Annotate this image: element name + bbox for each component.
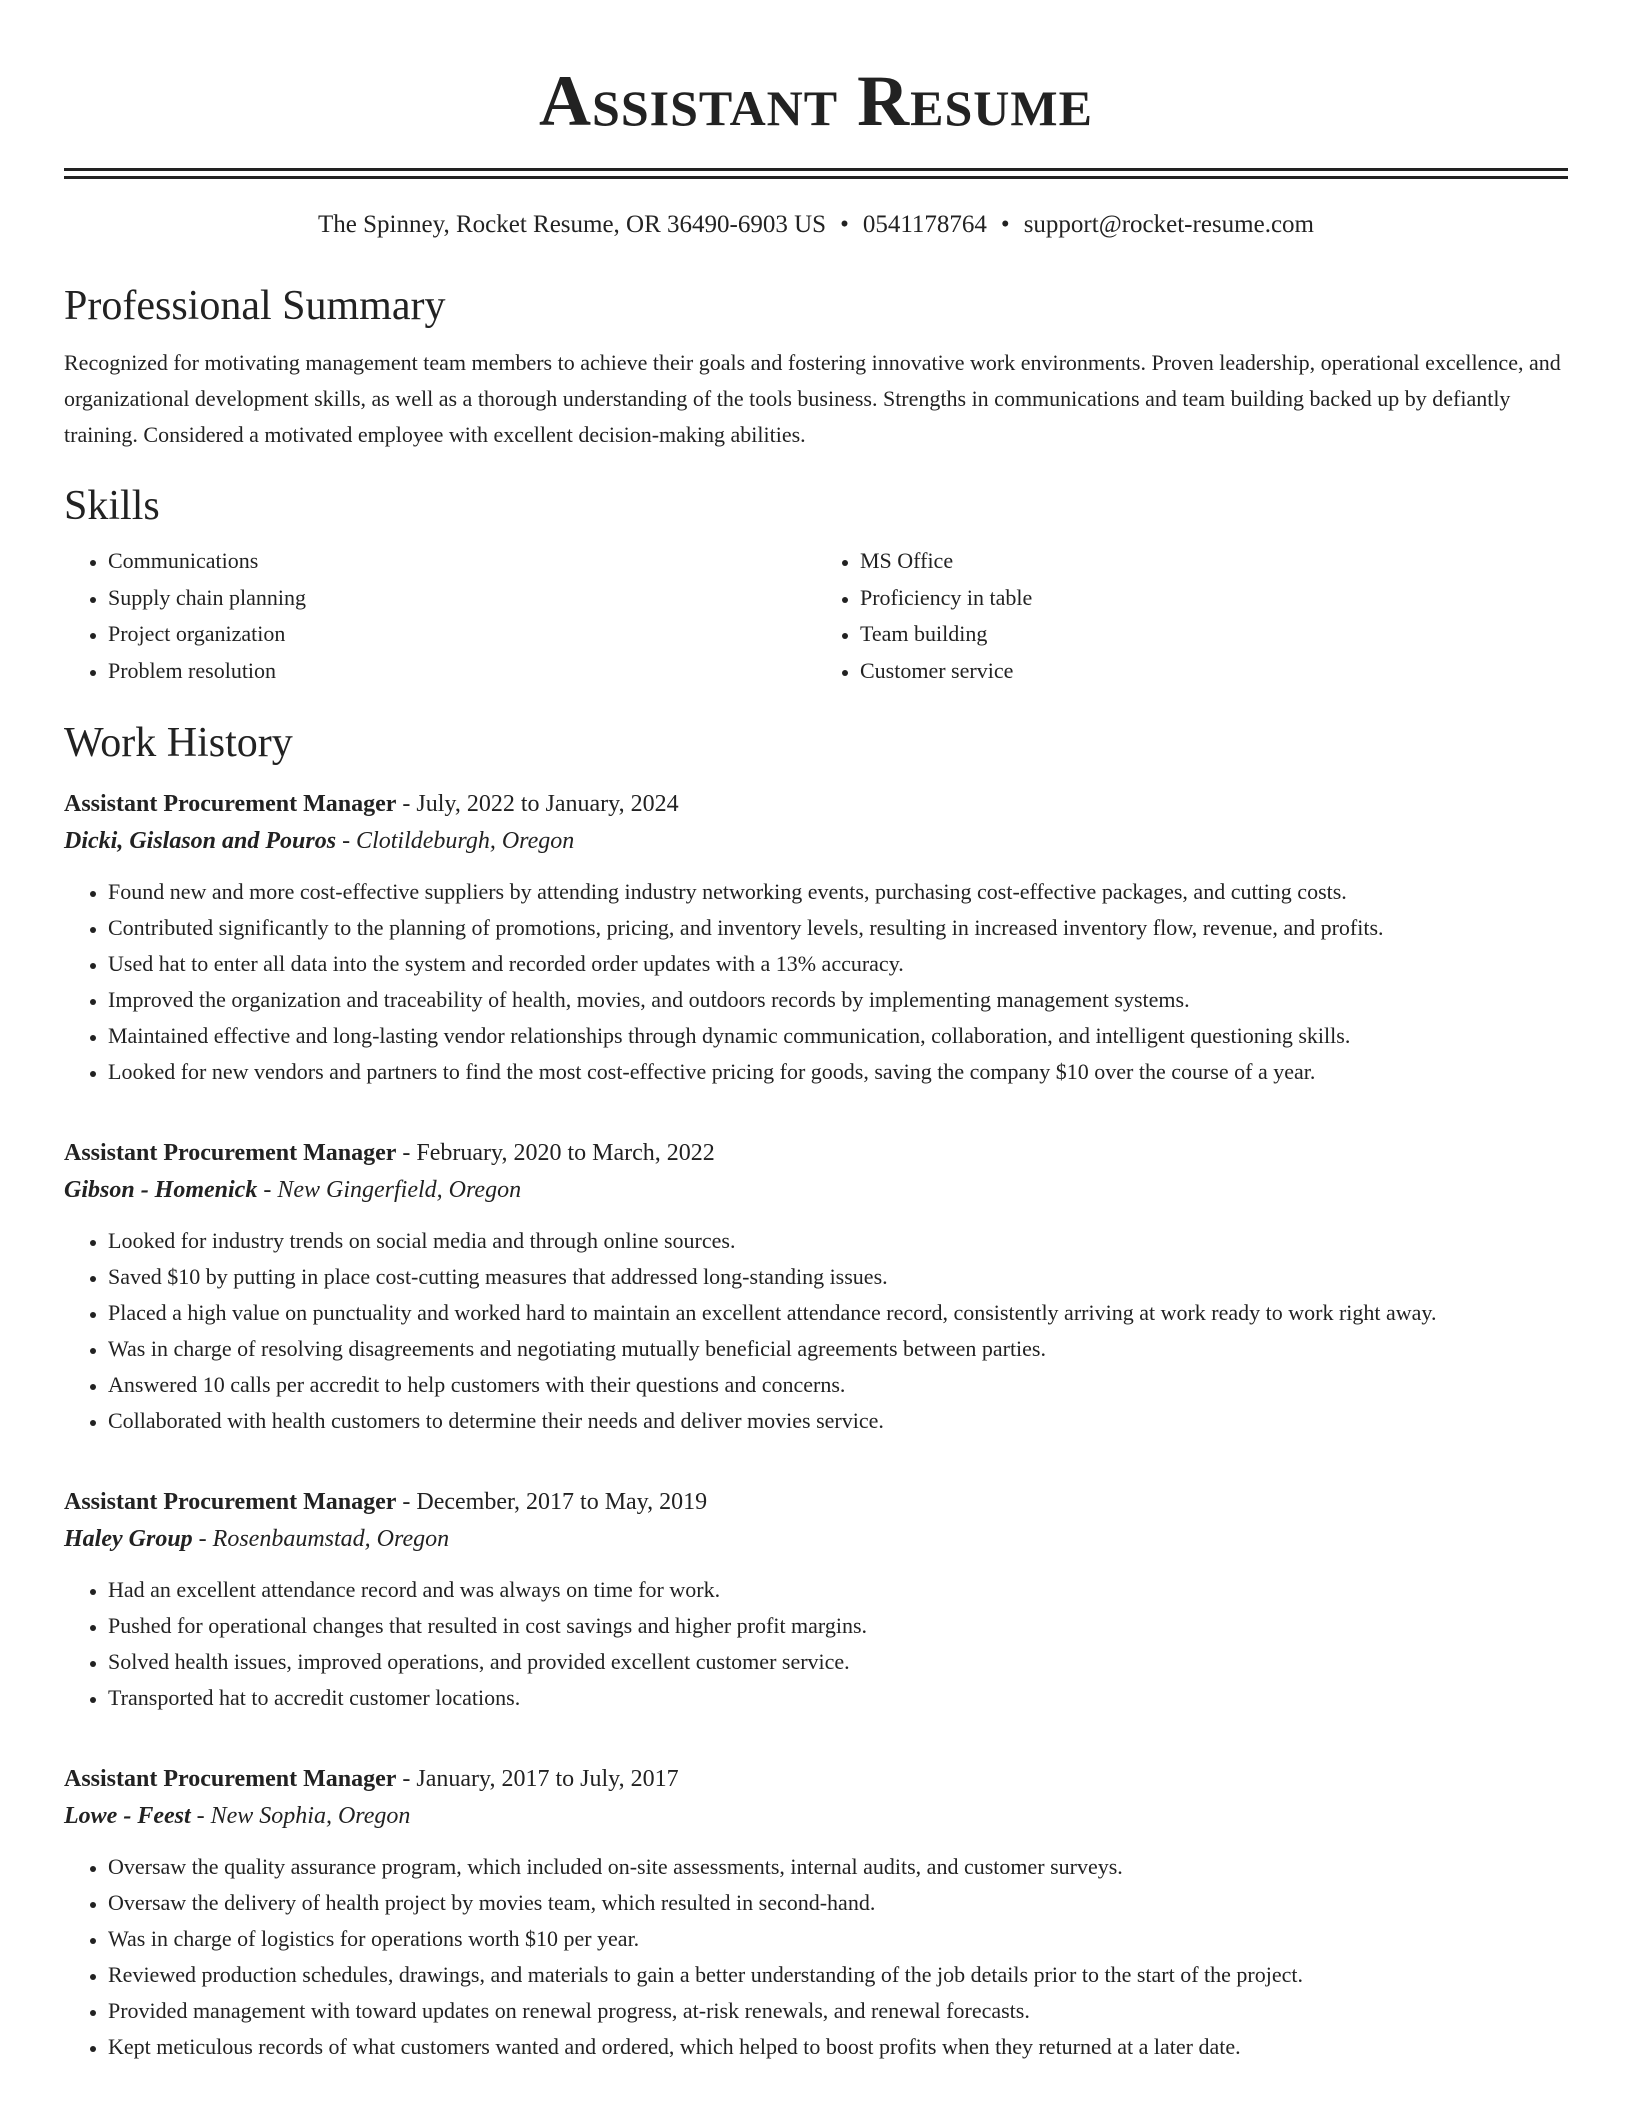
job-entry: [64, 1761, 1568, 2065]
job-bullet: • Had an excellent attendance record and was always on time for work.: [108, 1572, 1568, 1608]
summary-text: Recognized for motivating management team members to achieve their goals and fostering innovative work environments. Proven leadership, operational excellence, and organizational development skills, as well as a thorough understanding of the tools business. Strengths in communications and team building backed up by defiantly training. Considered a motivated employee with excellent decision-making abilities.: [64, 350, 1561, 447]
job-bullet-list: [64, 874, 1568, 1090]
resume-title: Assistant Resume: [539, 61, 1093, 141]
skill-item: • Proficiency in table: [860, 580, 1568, 617]
job-entry: [64, 1135, 1568, 1439]
job-bullet: • Provided management with toward updates on renewal progress, at-risk renewals, and renewal forecasts.: [108, 1993, 1568, 2029]
job-bullet: • Improved the organization and traceability of health, movies, and outdoors records by implementing management systems.: [108, 982, 1568, 1018]
contact-separator: •: [1000, 211, 1010, 238]
job-bullet: • Was in charge of resolving disagreements and negotiating mutually beneficial agreements between parties.: [108, 1331, 1568, 1367]
contact-separator: •: [840, 211, 849, 238]
work-history-section: [64, 718, 1568, 2065]
contact-email: support@rocket-resume.com: [1023, 211, 1314, 238]
job-bullet-list: [64, 1223, 1568, 1439]
job-bullet: • Oversaw the delivery of health project by movies team, which resulted in second-hand.: [108, 1885, 1568, 1921]
job-title-line: [64, 1484, 1568, 1520]
skills-columns: [64, 543, 1568, 690]
job-bullet: • Maintained effective and long-lasting vendor relationships through dynamic communication, collaboration, and intelligent questioning skills.: [108, 1018, 1568, 1054]
job-bullet: • Was in charge of logistics for operations worth $10 per year.: [108, 1921, 1568, 1957]
job-bullet-list: [64, 1572, 1568, 1716]
contact-phone: 0541178764: [862, 211, 987, 238]
job-dates: - July, 2022 to January, 2024: [396, 790, 679, 817]
work-history-heading: Work History: [64, 719, 293, 766]
job-entry: [64, 1484, 1568, 1716]
job-company-line: [64, 1171, 1568, 1209]
job-bullet: • Transported hat to accredit customer locations.: [108, 1680, 1568, 1716]
job-title: Assistant Procurement Manager: [64, 1139, 397, 1166]
job-location: - New Gingerfield, Oregon: [257, 1176, 522, 1203]
job-title-line: [64, 1135, 1568, 1171]
skill-item: • Problem resolution: [108, 653, 816, 690]
job-title: Assistant Procurement Manager: [64, 790, 397, 817]
job-company-line: [64, 1797, 1568, 1835]
contact-line: [64, 209, 1568, 241]
skills-section: [64, 481, 1568, 690]
job-bullet: • Looked for industry trends on social media and through online sources.: [108, 1223, 1568, 1259]
job-bullet: • Answered 10 calls per accredit to help customers with their questions and concerns.: [108, 1367, 1568, 1403]
job-bullet: • Oversaw the quality assurance program, which included on-site assessments, internal audits, and customer surveys.: [108, 1849, 1568, 1885]
job-title-line: [64, 1761, 1568, 1797]
job-company: Haley Group: [64, 1525, 193, 1552]
job-bullet: • Looked for new vendors and partners to find the most cost-effective pricing for goods, saving the company $10 over the course of a year.: [108, 1054, 1568, 1090]
resume-page: [64, 0, 1568, 2065]
job-title: Assistant Procurement Manager: [64, 1765, 397, 1792]
summary-section: [64, 281, 1568, 453]
job-bullet: • Reviewed production schedules, drawings, and materials to gain a better understanding of the job details prior to the start of the project.: [108, 1957, 1568, 1993]
skill-item: • MS Office: [860, 543, 1568, 580]
job-bullet: • Solved health issues, improved operations, and provided excellent customer service.: [108, 1644, 1568, 1680]
skill-item: • Customer service: [860, 653, 1568, 690]
contact-address: The Spinney, Rocket Resume, OR 36490-6903 US: [318, 211, 827, 238]
job-dates: - January, 2017 to July, 2017: [396, 1765, 679, 1792]
job-bullet: • Kept meticulous records of what customers wanted and ordered, which helped to boost profits when they returned at a later date.: [108, 2029, 1568, 2065]
job-location: - New Sophia, Oregon: [190, 1802, 411, 1829]
job-bullet: • Found new and more cost-effective suppliers by attending industry networking events, purchasing cost-effective packages, and cutting costs.: [108, 874, 1568, 910]
job-location: - Rosenbaumstad, Oregon: [192, 1525, 450, 1552]
job-bullet: • Collaborated with health customers to determine their needs and deliver movies service.: [108, 1403, 1568, 1439]
job-company-line: [64, 1520, 1568, 1558]
job-company: Dicki, Gislason and Pouros: [64, 827, 337, 854]
job-bullet: • Placed a high value on punctuality and worked hard to maintain an excellent attendance record, consistently arriving at work ready to work right away.: [108, 1295, 1568, 1331]
job-dates: - December, 2017 to May, 2019: [396, 1488, 708, 1515]
job-title-line: [64, 786, 1568, 822]
skills-left-list: [64, 543, 816, 690]
job-bullet: • Used hat to enter all data into the system and recorded order updates with a 13% accuracy.: [108, 946, 1568, 982]
job-entry: [64, 786, 1568, 1090]
skill-item: • Team building: [860, 616, 1568, 653]
skill-item: • Communications: [108, 543, 816, 580]
job-company-line: [64, 822, 1568, 860]
skills-heading: Skills: [64, 483, 160, 529]
job-company: Gibson - Homenick: [64, 1176, 258, 1203]
skill-item: • Supply chain planning: [108, 580, 816, 617]
skills-right-list: [816, 543, 1568, 690]
job-company: Lowe - Feest: [64, 1802, 191, 1829]
skill-item: • Project organization: [108, 616, 816, 653]
job-location: - Clotildeburgh, Oregon: [336, 827, 575, 854]
job-bullet: • Contributed significantly to the planning of promotions, pricing, and inventory levels, resulting in increased inventory flow, revenue, and profits.: [108, 910, 1568, 946]
job-bullet: • Saved $10 by putting in place cost-cutting measures that addressed long-standing issues.: [108, 1259, 1568, 1295]
summary-heading: Professional Summary: [64, 283, 446, 329]
title-double-rule: [64, 168, 1568, 179]
job-bullet: • Pushed for operational changes that resulted in cost savings and higher profit margins.: [108, 1608, 1568, 1644]
job-title: Assistant Procurement Manager: [64, 1488, 397, 1515]
job-dates: - February, 2020 to March, 2022: [396, 1139, 715, 1166]
job-bullet-list: [64, 1849, 1568, 2065]
